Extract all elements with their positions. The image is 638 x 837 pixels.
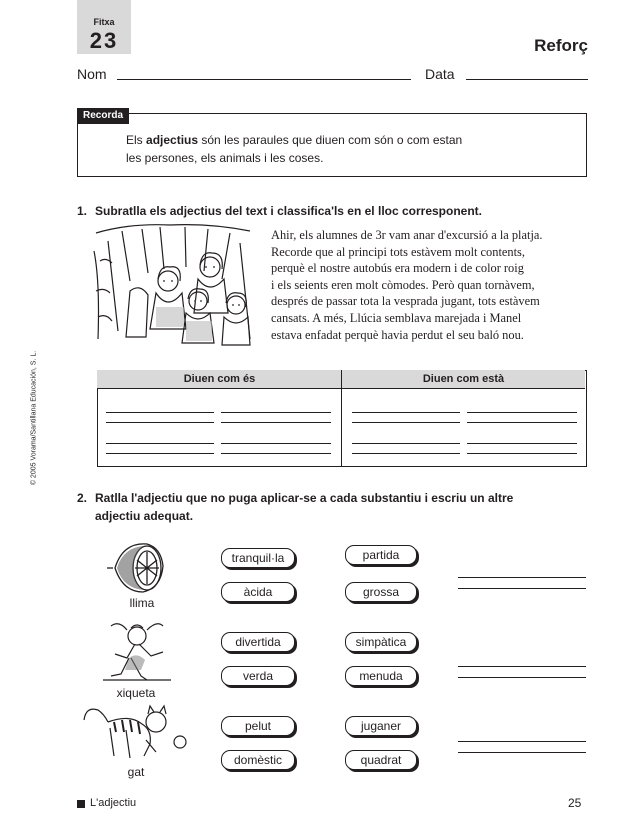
narrative-line: i els seients eren molt còmodes. Però quan tornàvem,: [271, 277, 535, 292]
recorda-pre: Els: [126, 133, 147, 147]
answer-line[interactable]: [352, 453, 460, 454]
answer-line[interactable]: [458, 588, 586, 589]
narrative-line: estava enfadat perquè havia perdut el seu baló nou.: [271, 327, 524, 342]
adjective-option[interactable]: pelut: [221, 716, 295, 736]
page-number: 25: [568, 796, 582, 810]
narrative-line: Recorde que al principi tots estàvem molt contents,: [271, 244, 525, 259]
column-header-diuen-com-esta: Diuen com està: [422, 373, 505, 385]
noun-label: xiqueta: [116, 686, 156, 700]
footer-label: L'adjectiu: [90, 797, 137, 809]
answer-line[interactable]: [352, 412, 460, 413]
answer-line[interactable]: [352, 443, 460, 444]
adjective-option[interactable]: tranquil·la: [221, 548, 295, 568]
answer-line[interactable]: [458, 752, 586, 753]
adjective-option[interactable]: divertida: [221, 632, 295, 652]
column-header-diuen-com-es: Diuen com és: [183, 373, 256, 385]
answer-line[interactable]: [467, 412, 577, 413]
narrative-line: cansats. A més, Llúcia semblava marejada i Manel: [271, 310, 522, 325]
adjective-option[interactable]: partida: [345, 545, 417, 565]
data-label: Data: [425, 66, 455, 82]
answer-line[interactable]: [106, 443, 214, 444]
exercise1-heading: [77, 202, 482, 220]
recorda-keyword: adjectius: [146, 133, 199, 147]
recorda-line2: les persones, els animals i les coses.: [126, 151, 324, 165]
answer-line[interactable]: [106, 422, 214, 423]
adjective-option[interactable]: àcida: [221, 582, 295, 602]
narrative-line: després de passar tota la vesprada jugant, tots estàvem: [271, 294, 540, 309]
exercise2-text: Ratlla l'adjectiu que no puga aplicar-se a cada substantiu i escriu un altre adjectiu adequat.: [95, 491, 514, 523]
fitxa-label: Fitxa: [93, 17, 115, 27]
answer-line[interactable]: [458, 741, 586, 742]
adjective-option[interactable]: domèstic: [221, 750, 295, 770]
adjective-option[interactable]: menuda: [345, 666, 417, 686]
noun-label: gat: [127, 765, 145, 779]
exercise1-number: 1.: [77, 204, 88, 218]
recorda-text: [126, 131, 566, 167]
adjective-option[interactable]: simpàtica: [345, 632, 417, 652]
side-copyright: © 2005 Vorama/Santillana Educación, S. L.: [30, 350, 38, 486]
answer-line[interactable]: [221, 453, 331, 454]
girl-illustration: [97, 618, 177, 684]
recorda-line1-rest: són les paraules que diuen com són o com estan: [198, 133, 463, 147]
exercise1-text: Subratlla els adjectius del text i classifica'ls en el lloc corresponent.: [95, 204, 482, 218]
answer-line[interactable]: [106, 453, 214, 454]
recorda-tag: Recorda: [77, 108, 129, 124]
noun-label: llima: [129, 596, 155, 610]
answer-line[interactable]: [352, 422, 460, 423]
bus-children-illustration: [90, 221, 260, 347]
narrative-line: perquè el nostre autobús era modern i de color roig: [271, 261, 524, 276]
narrative-line: Ahir, els alumnes de 3r vam anar d'excursió a la platja.: [271, 228, 543, 242]
cat-illustration: [80, 700, 190, 762]
lemon-illustration: [103, 538, 183, 596]
answer-line[interactable]: [106, 412, 214, 413]
adjective-option[interactable]: grossa: [345, 582, 417, 602]
answer-line[interactable]: [467, 422, 577, 423]
adjective-option[interactable]: quadrat: [345, 750, 417, 770]
nom-field[interactable]: [117, 79, 411, 80]
exercise2-number: 2.: [77, 491, 88, 505]
answer-line[interactable]: [458, 677, 586, 678]
adjective-option[interactable]: verda: [221, 666, 295, 686]
answer-line[interactable]: [221, 422, 331, 423]
answer-line[interactable]: [467, 453, 577, 454]
answer-line[interactable]: [221, 443, 331, 444]
exercise1-narrative: [271, 227, 591, 343]
answer-line[interactable]: [458, 666, 586, 667]
nom-label: Nom: [77, 66, 107, 82]
reforc-title: Reforç: [534, 36, 588, 55]
exercise2-heading: [77, 489, 567, 525]
data-field[interactable]: [466, 79, 588, 80]
fitxa-number: 23: [89, 28, 119, 53]
answer-line[interactable]: [458, 577, 586, 578]
adjective-option[interactable]: juganer: [345, 716, 417, 736]
footer-bullet: [77, 800, 85, 808]
answer-line[interactable]: [467, 443, 577, 444]
answer-line[interactable]: [221, 412, 331, 413]
